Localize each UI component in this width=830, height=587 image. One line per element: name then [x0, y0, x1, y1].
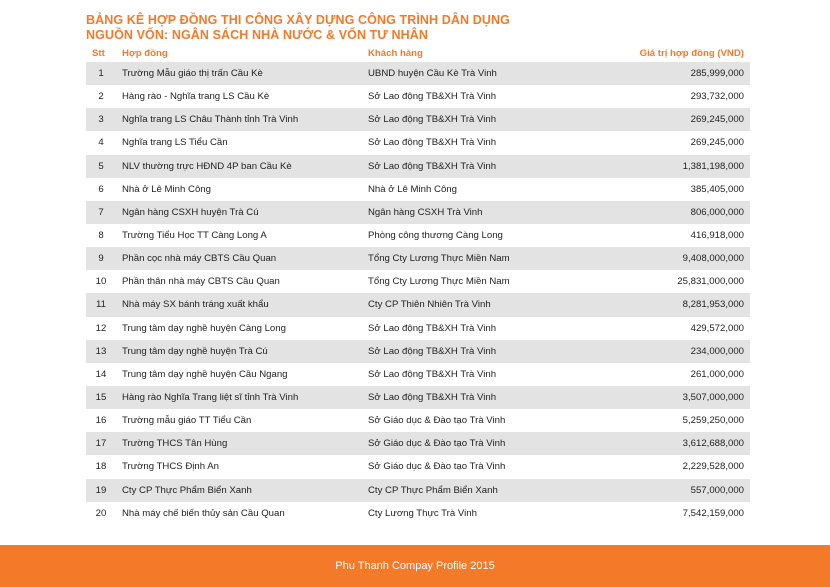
cell-stt: 2: [98, 91, 104, 103]
header-hop-dong: Hợp đồng: [122, 47, 168, 59]
cell-gia-tri: 806,000,000: [690, 206, 744, 218]
cell-khach-hang: Sở Giáo dục & Đào tạo Trà Vinh: [368, 461, 506, 473]
cell-stt: 19: [95, 484, 107, 496]
table-row: [86, 178, 750, 201]
cell-gia-tri: 269,245,000: [690, 137, 744, 149]
cell-khach-hang: Sở Lao động TB&XH Trà Vinh: [368, 345, 497, 357]
cell-hop-dong: Nhà máy SX bánh tráng xuất khẩu: [122, 299, 269, 311]
table-row: [86, 224, 750, 247]
cell-khach-hang: Sở Lao động TB&XH Trà Vinh: [368, 392, 497, 404]
cell-gia-tri: 385,405,000: [690, 183, 744, 195]
table-row: [86, 201, 750, 224]
cell-hop-dong: Trung tâm dạy nghề huyện Cầu Ngang: [122, 368, 288, 380]
cell-gia-tri: 7,542,159,000: [682, 507, 744, 519]
cell-gia-tri: 285,999,000: [690, 68, 744, 80]
cell-khach-hang: Sở Lao động TB&XH Trà Vinh: [368, 368, 497, 380]
table-row: [86, 247, 750, 270]
cell-gia-tri: 293,732,000: [690, 91, 744, 103]
cell-stt: 20: [95, 507, 107, 519]
cell-gia-tri: 3,507,000,000: [682, 392, 744, 404]
cell-stt: 13: [95, 345, 107, 357]
table-row: [86, 386, 750, 409]
cell-gia-tri: 25,831,000,000: [677, 276, 744, 288]
footer-text: Phu Thanh Compay Profile 2015: [335, 560, 495, 572]
table-header: [86, 44, 750, 62]
cell-stt: 9: [98, 253, 104, 265]
cell-stt: 17: [95, 438, 107, 450]
cell-hop-dong: Nghĩa trang LS Châu Thành tỉnh Trà Vinh: [122, 114, 299, 126]
cell-hop-dong: Trường mẫu giáo TT Tiểu Cần: [122, 415, 252, 427]
table-row: [86, 317, 750, 340]
cell-stt: 4: [98, 137, 104, 149]
cell-gia-tri: 9,408,000,000: [682, 253, 744, 265]
cell-khach-hang: Sở Lao động TB&XH Trà Vinh: [368, 114, 497, 126]
table-row: [86, 293, 750, 316]
cell-gia-tri: 416,918,000: [690, 230, 744, 242]
cell-stt: 8: [98, 230, 104, 242]
cell-hop-dong: Phần thân nhà máy CBTS Cầu Quan: [122, 276, 280, 288]
cell-stt: 5: [98, 160, 104, 172]
table-row: [86, 155, 750, 178]
cell-gia-tri: 8,281,953,000: [682, 299, 744, 311]
cell-khach-hang: Sở Giáo dục & Đào tạo Trà Vinh: [368, 438, 506, 450]
table-row: [86, 455, 750, 478]
cell-khach-hang: Cty CP Thiên Nhiên Trà Vinh: [368, 299, 491, 311]
table-row: [86, 502, 750, 525]
table-body: [86, 62, 750, 525]
cell-khach-hang: Sở Lao động TB&XH Trà Vinh: [368, 322, 497, 334]
cell-khach-hang: Sở Giáo dục & Đào tạo Trà Vinh: [368, 415, 506, 427]
title-line-2: NGUỒN VỐN: NGÂN SÁCH NHÀ NƯỚC & VỐN TƯ NHÂN: [86, 28, 428, 42]
cell-stt: 15: [95, 392, 107, 404]
cell-hop-dong: NLV thường trực HĐND 4P ban Cầu Kè: [122, 160, 292, 172]
cell-hop-dong: Trường THCS Tân Hùng: [122, 438, 228, 450]
header-khach-hang: Khách hàng: [368, 47, 423, 59]
table-row: [86, 62, 750, 85]
cell-gia-tri: 3,612,688,000: [682, 438, 744, 450]
contracts-table: [86, 44, 750, 525]
cell-khach-hang: Cty CP Thực Phẩm Biển Xanh: [368, 484, 498, 496]
cell-stt: 14: [95, 368, 107, 380]
cell-khach-hang: Tổng Cty Lương Thực Miền Nam: [368, 276, 510, 288]
cell-gia-tri: 269,245,000: [690, 114, 744, 126]
cell-hop-dong: Ngân hàng CSXH huyện Trà Cú: [122, 206, 259, 218]
cell-stt: 11: [96, 299, 106, 311]
header-stt: Stt: [92, 47, 105, 59]
cell-gia-tri: 1,381,198,000: [682, 160, 744, 172]
table-row: [86, 479, 750, 502]
cell-stt: 10: [95, 276, 107, 288]
cell-hop-dong: Trung tâm dạy nghề huyện Trà Cú: [122, 345, 268, 357]
cell-stt: 7: [98, 206, 104, 218]
cell-khach-hang: Sở Lao động TB&XH Trà Vinh: [368, 91, 497, 103]
cell-khach-hang: Sở Lao động TB&XH Trà Vinh: [368, 137, 497, 149]
cell-hop-dong: Phần cọc nhà máy CBTS Cầu Quan: [122, 253, 277, 265]
cell-hop-dong: Trường THCS Định An: [122, 461, 219, 473]
table-row: [86, 270, 750, 293]
page-title: [86, 13, 510, 43]
cell-hop-dong: Hàng rào Nghĩa Trang liệt sĩ tỉnh Trà Vinh: [122, 392, 299, 404]
cell-stt: 12: [95, 322, 107, 334]
cell-stt: 3: [98, 114, 104, 126]
cell-khach-hang: Ngân hàng CSXH Trà Vinh: [368, 206, 483, 218]
cell-stt: 1: [98, 68, 104, 80]
cell-hop-dong: Cty CP Thực Phẩm Biển Xanh: [122, 484, 252, 496]
header-gia-tri: Giá trị hợp đồng (VND): [639, 47, 744, 59]
cell-khach-hang: UBND huyện Cầu Kè Trà Vinh: [368, 68, 497, 80]
table-row: [86, 108, 750, 131]
cell-hop-dong: Trường Tiểu Học TT Càng Long A: [122, 230, 267, 242]
cell-stt: 18: [95, 461, 107, 473]
cell-khach-hang: Nhà ở Lê Minh Công: [368, 183, 457, 195]
table-row: [86, 85, 750, 108]
table-row: [86, 131, 750, 154]
cell-gia-tri: 557,000,000: [690, 484, 744, 496]
cell-stt: 16: [95, 415, 107, 427]
cell-gia-tri: 2,229,528,000: [682, 461, 744, 473]
cell-khach-hang: Phòng công thương Càng Long: [368, 230, 503, 242]
cell-gia-tri: 261,000,000: [690, 368, 744, 380]
cell-gia-tri: 429,572,000: [690, 322, 744, 334]
table-row: [86, 340, 750, 363]
title-line-1: BẢNG KÊ HỢP ĐỒNG THI CÔNG XÂY DỰNG CÔNG TRÌNH DÂN DỤNG: [86, 13, 510, 27]
table-row: [86, 363, 750, 386]
cell-khach-hang: Tổng Cty Lương Thực Miền Nam: [368, 253, 510, 265]
cell-gia-tri: 5,259,250,000: [682, 415, 744, 427]
cell-stt: 6: [98, 183, 104, 195]
cell-hop-dong: Trung tâm dạy nghề huyện Càng Long: [122, 322, 286, 334]
cell-khach-hang: Cty Lương Thực Trà Vinh: [368, 507, 477, 519]
cell-gia-tri: 234,000,000: [690, 345, 744, 357]
cell-khach-hang: Sở Lao động TB&XH Trà Vinh: [368, 160, 497, 172]
page-footer: [0, 545, 830, 587]
cell-hop-dong: Hàng rào - Nghĩa trang LS Cầu Kè: [122, 91, 270, 103]
cell-hop-dong: Nghĩa trang LS Tiểu Cần: [122, 137, 228, 149]
cell-hop-dong: Trường Mẫu giáo thị trấn Cầu Kè: [122, 68, 263, 80]
table-row: [86, 409, 750, 432]
cell-hop-dong: Nhà ở Lê Minh Công: [122, 183, 211, 195]
table-row: [86, 432, 750, 455]
cell-hop-dong: Nhà máy chế biến thủy sản Cầu Quan: [122, 507, 285, 519]
